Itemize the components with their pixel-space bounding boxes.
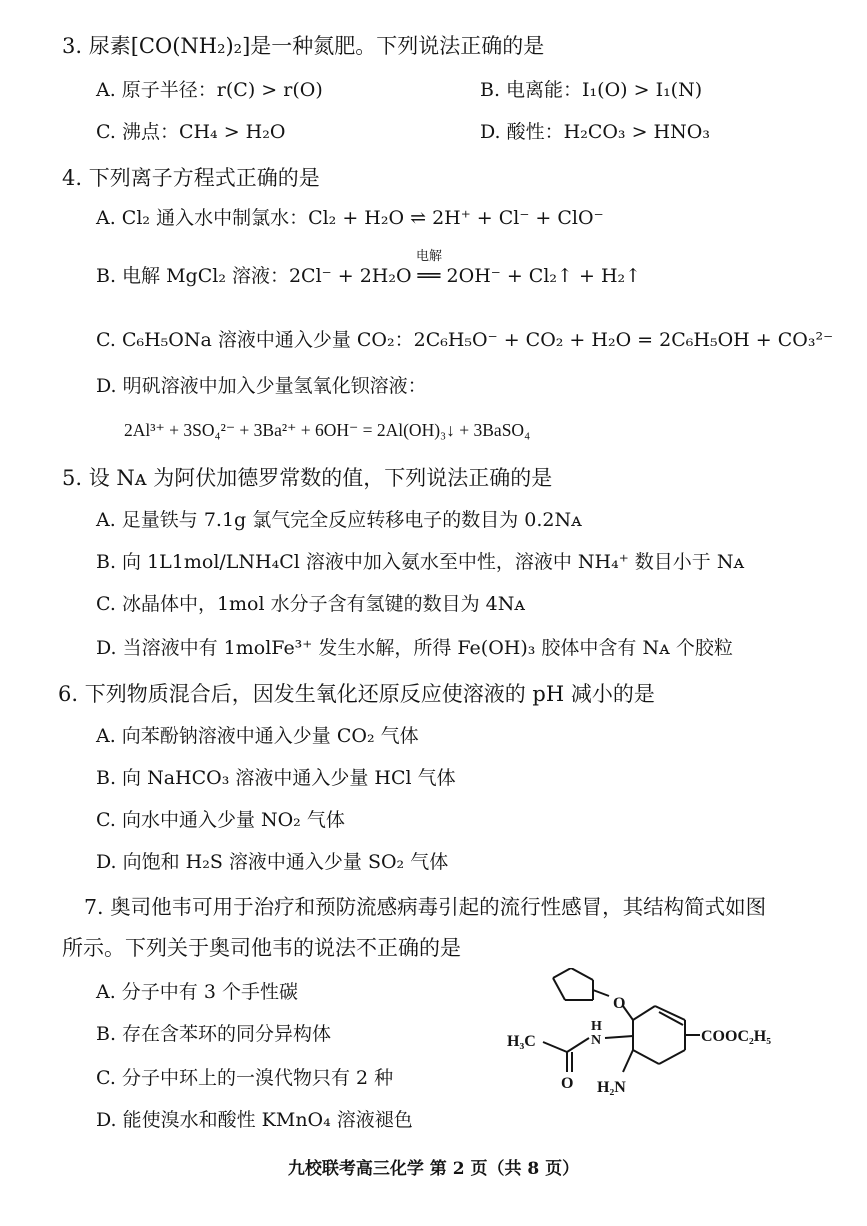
q7-stem-line2: 所示。下列关于奥司他韦的说法不正确的是 bbox=[62, 936, 461, 960]
structure-bonds bbox=[543, 968, 700, 1072]
q7-stem-line1: 7. 奥司他韦可用于治疗和预防流感病毒引起的流行性感冒，其结构简式如图 bbox=[84, 895, 767, 919]
q7-option-b: B. 存在含苯环的同分异构体 bbox=[96, 1023, 332, 1045]
q4-option-a: A. Cl₂ 通入水中制氯水：Cl₂ + H₂O ⇌ 2H⁺ + Cl⁻ + ClO⁻ bbox=[96, 207, 604, 229]
q5-option-b: B. 向 1L1mol/LNH₄Cl 溶液中加入氨水至中性，溶液中 NH₄⁺ 数目小于 Nᴀ bbox=[96, 551, 745, 573]
amide-oxygen: O bbox=[561, 1075, 574, 1092]
q4-option-b bbox=[96, 249, 642, 288]
ether-oxygen: O bbox=[613, 995, 626, 1012]
electrolysis-arrow: 电解 ══ bbox=[416, 249, 443, 287]
oseltamivir-structure bbox=[505, 968, 785, 1118]
methyl-group: H₃C bbox=[507, 1033, 536, 1050]
q6-stem: 6. 下列物质混合后，因发生氧化还原反应使溶液的 pH 减小的是 bbox=[58, 682, 655, 706]
ester-group: COOC₂H₅ bbox=[701, 1028, 772, 1045]
q5-stem: 5. 设 Nᴀ 为阿伏加德罗常数的值，下列说法正确的是 bbox=[62, 466, 553, 490]
q4-option-d: D. 明矾溶液中加入少量氢氧化钡溶液： bbox=[96, 375, 427, 397]
q3-option-b: B. 电离能：I₁(O) > I₁(N) bbox=[480, 79, 703, 101]
q6-option-a: A. 向苯酚钠溶液中通入少量 CO₂ 气体 bbox=[96, 725, 419, 747]
q4-option-c: C. C₆H₅ONa 溶液中通入少量 CO₂：2C₆H₅O⁻ + CO₂ + H₂O = 2C₆H₅OH + CO₃²⁻ bbox=[96, 329, 834, 351]
q7-option-a: A. 分子中有 3 个手性碳 bbox=[96, 981, 298, 1003]
q6-option-d: D. 向饱和 H₂S 溶液中通入少量 SO₂ 气体 bbox=[96, 851, 449, 873]
q3-option-a: A. 原子半径：r(C) > r(O) bbox=[96, 79, 323, 101]
q3-option-d: D. 酸性：H₂CO₃ > HNO₃ bbox=[480, 121, 710, 143]
amino-group: H₂N bbox=[597, 1079, 626, 1096]
q7-option-d: D. 能使溴水和酸性 KMnO₄ 溶液褪色 bbox=[96, 1109, 413, 1131]
page-footer: 九校联考高三化学 第 2 页（共 8 页） bbox=[287, 1159, 580, 1179]
q6-option-c: C. 向水中通入少量 NO₂ 气体 bbox=[96, 809, 345, 831]
q5-option-a: A. 足量铁与 7.1g 氯气完全反应转移电子的数目为 0.2Nᴀ bbox=[96, 509, 582, 531]
q4-option-b-rhs: 2OH⁻ + Cl₂↑ + H₂↑ bbox=[446, 265, 642, 287]
q5-option-d: D. 当溶液中有 1molFe³⁺ 发生水解，所得 Fe(OH)₃ 胶体中含有 Nᴀ 个胶粒 bbox=[96, 637, 733, 659]
electrolysis-label: 电解 bbox=[416, 249, 443, 264]
nh-n: N bbox=[591, 1033, 602, 1048]
structure-labels bbox=[507, 995, 771, 1096]
q4-option-b-lhs: B. 电解 MgCl₂ 溶液：2Cl⁻ + 2H₂O bbox=[96, 265, 412, 287]
q6-option-b: B. 向 NaHCO₃ 溶液中通入少量 HCl 气体 bbox=[96, 767, 456, 789]
q7-option-c: C. 分子中环上的一溴代物只有 2 种 bbox=[96, 1067, 394, 1089]
q3-stem: 3. 尿素[CO(NH₂)₂]是一种氮肥。下列说法正确的是 bbox=[62, 34, 545, 58]
q4-stem: 4. 下列离子方程式正确的是 bbox=[62, 166, 320, 190]
q4-option-d-equation: 2Al³⁺ + 3SO₄²⁻ + 3Ba²⁺ + 6OH⁻ = 2Al(OH)₃↓ + 3BaSO₄ bbox=[124, 420, 531, 440]
nh-h: H bbox=[591, 1019, 602, 1034]
q5-option-c: C. 冰晶体中，1mol 水分子含有氢键的数目为 4Nᴀ bbox=[96, 593, 526, 615]
q3-option-c: C. 沸点：CH₄ > H₂O bbox=[96, 121, 286, 143]
